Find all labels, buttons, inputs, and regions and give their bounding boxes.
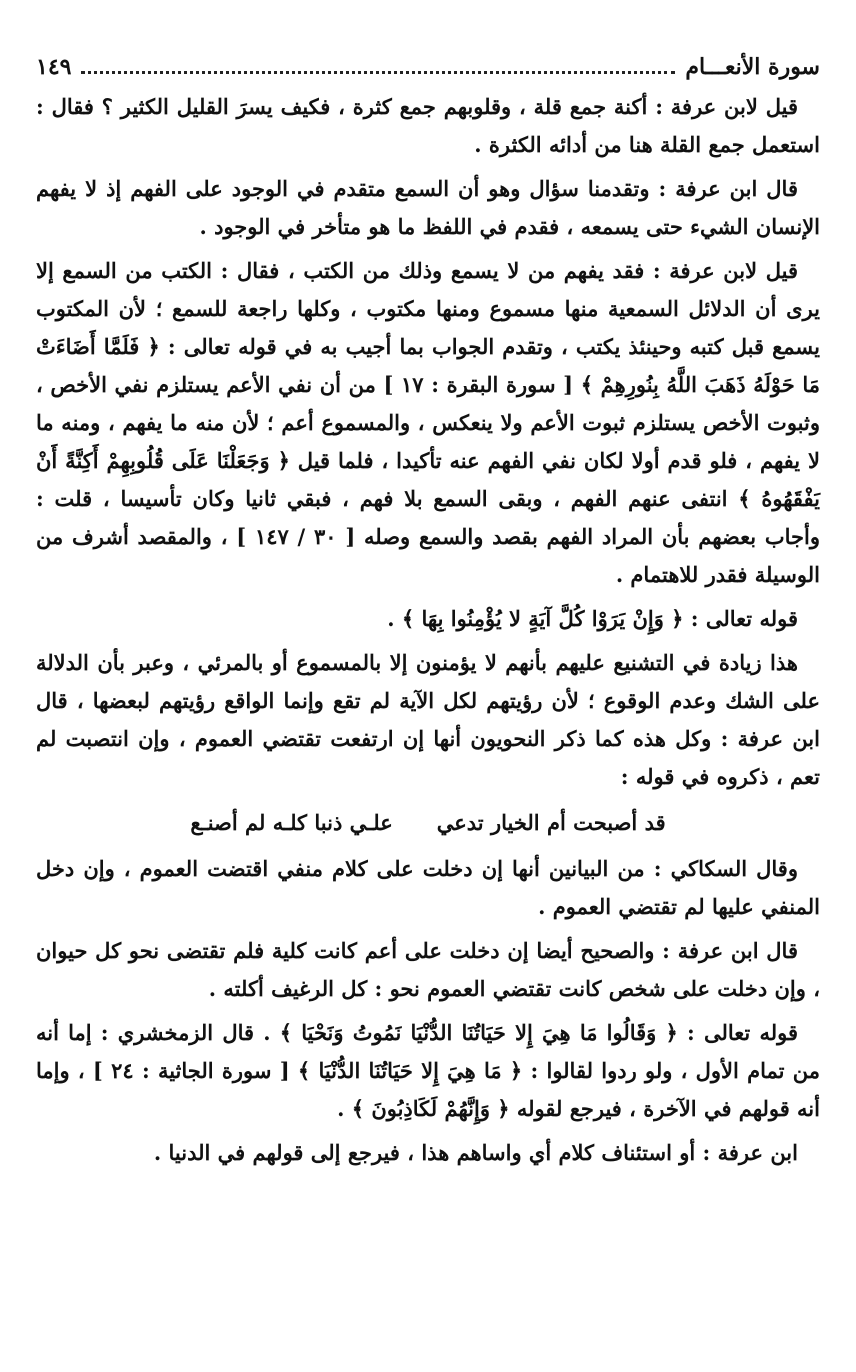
paragraph-1: قيل لابن عرفة : أكنة جمع قلة ، وقلوبهم جمع كثرة ، فكيف يسرَ القليل الكثير ؟ فقال : استعمل جمع القلة هنا من أدائه الكثرة .	[36, 94, 820, 157]
surah-title: سورة الأنعـــام	[685, 54, 820, 80]
poem-second-hemistich: علـي ذنبا كلـه لم أصنـع	[190, 810, 393, 835]
paragraph-6: وقال السكاكي : من البيانين أنها إن دخلت على كلام منفي اقتضت العموم ، وإن دخل المنفي عليها لم تقتضي العموم .	[36, 856, 820, 919]
paragraph-2: قال ابن عرفة : وتقدمنا سؤال وهو أن السمع متقدم في الوجود على الفهم إذ لا يفهم الإنسان الشيء حتى يسمعه ، فقدم في اللفظ ما هو متأخر في الوجود .	[36, 176, 820, 239]
paragraph-9: ابن عرفة : أو استئناف كلام أي واساهم هذا ، فيرجع إلى قولهم في الدنيا .	[153, 1140, 798, 1165]
poem-first-hemistich: قد أصبحت أم الخيار تدعي	[436, 810, 666, 835]
poem-verse	[36, 802, 820, 844]
paragraph-4: قوله تعالى : ﴿ وَإِنْ يَرَوْا كُلَّ آيَةٍ لا يُؤْمِنُوا بِهَا ﴾ .	[387, 606, 798, 631]
page-body	[36, 54, 820, 1332]
paragraph-8: قوله تعالى : ﴿ وَقَالُوا مَا هِيَ إِلا حَيَاتُنَا الدُّنْيَا نَمُوتُ وَنَحْيَا ﴾ . قال الزمخشري : إما أنه من تمام الأول ، ولو ردوا لقالوا : ﴿ مَا هِيَ إِلا حَيَاتُنَا الدُّنْيَا ﴾ [ سورة الجاثية : ٢٤ ] ، وإما أنه قولهم في الآخرة ، فيرجع لقوله ﴿ وَإِنَّهُمْ لَكَاذِبُونَ ﴾ .	[36, 1020, 820, 1121]
paragraph-7: قال ابن عرفة : والصحيح أيضا إن دخلت على أعم كانت كلية فلم تقتضى نحو كل حيوان ، وإن دخلت على شخص كانت تقتضي العموم نحو : كل الرغيف أكلته .	[36, 938, 820, 1001]
page-number: ١٤٩	[36, 54, 72, 80]
paragraph-5: هذا زيادة في التشنيع عليهم بأنهم لا يؤمنون إلا بالمسموع أو بالمرئي ، وعبر بأن الدلالة على الشك وعدم الوقوع ؛ لأن رؤيتهم لكل الآية لم تقع وإنما الواقع رؤيتهم لبعضها ، قال ابن عرفة : وكل هذه كما ذكر النحويون أنها إن ارتفعت تقتضي العموم ، وإن انتصبت لم تعم ، ذكروه في قوله :	[36, 650, 820, 789]
dotted-leader	[81, 57, 675, 74]
paragraph-3: قيل لابن عرفة : فقد يفهم من لا يسمع وذلك من الكتب ، فقال : الكتب من السمع إلا يرى أن الدلائل السمعية منها مسموع ومنها مكتوب ، وكلها راجعة للسمع ؛ لأن المكتوب يسمع قبل كتبه وحينئذ يكتب ، وتقدم الجواب بما أجيب به في قوله تعالى : ﴿ فَلَمَّا أَضَاءَتْ مَا حَوْلَهُ ذَهَبَ اللَّهُ بِنُورِهِمْ ﴾ [ سورة البقرة : ١٧ ] من أن نفي الأعم يستلزم نفي الأخص ، وثبوت الأخص يستلزم ثبوت الأعم ولا ينعكس ، والمسموع أعم ؛ لأن منه ما يفهم ، ومنه ما لا يفهم ، فلو قدم أولا لكان نفي الفهم عنه تأكيدا ، فلما قيل ﴿ وَجَعَلْنَا عَلَى قُلُوبِهِمْ أَكِنَّةً أَنْ يَفْقَهُوهُ ﴾ انتفى عنهم الفهم ، وبقى السمع بلا فهم ، فبقي ثانيا وكان تأسيسا ، قلت : وأجاب بعضهم بأن المراد الفهم بقصد والسمع وصله [ ٣٠ / ١٤٧ ] ، والمقصد أشرف من الوسيلة فقدر للاهتمام .	[36, 258, 820, 587]
running-header	[36, 54, 820, 88]
